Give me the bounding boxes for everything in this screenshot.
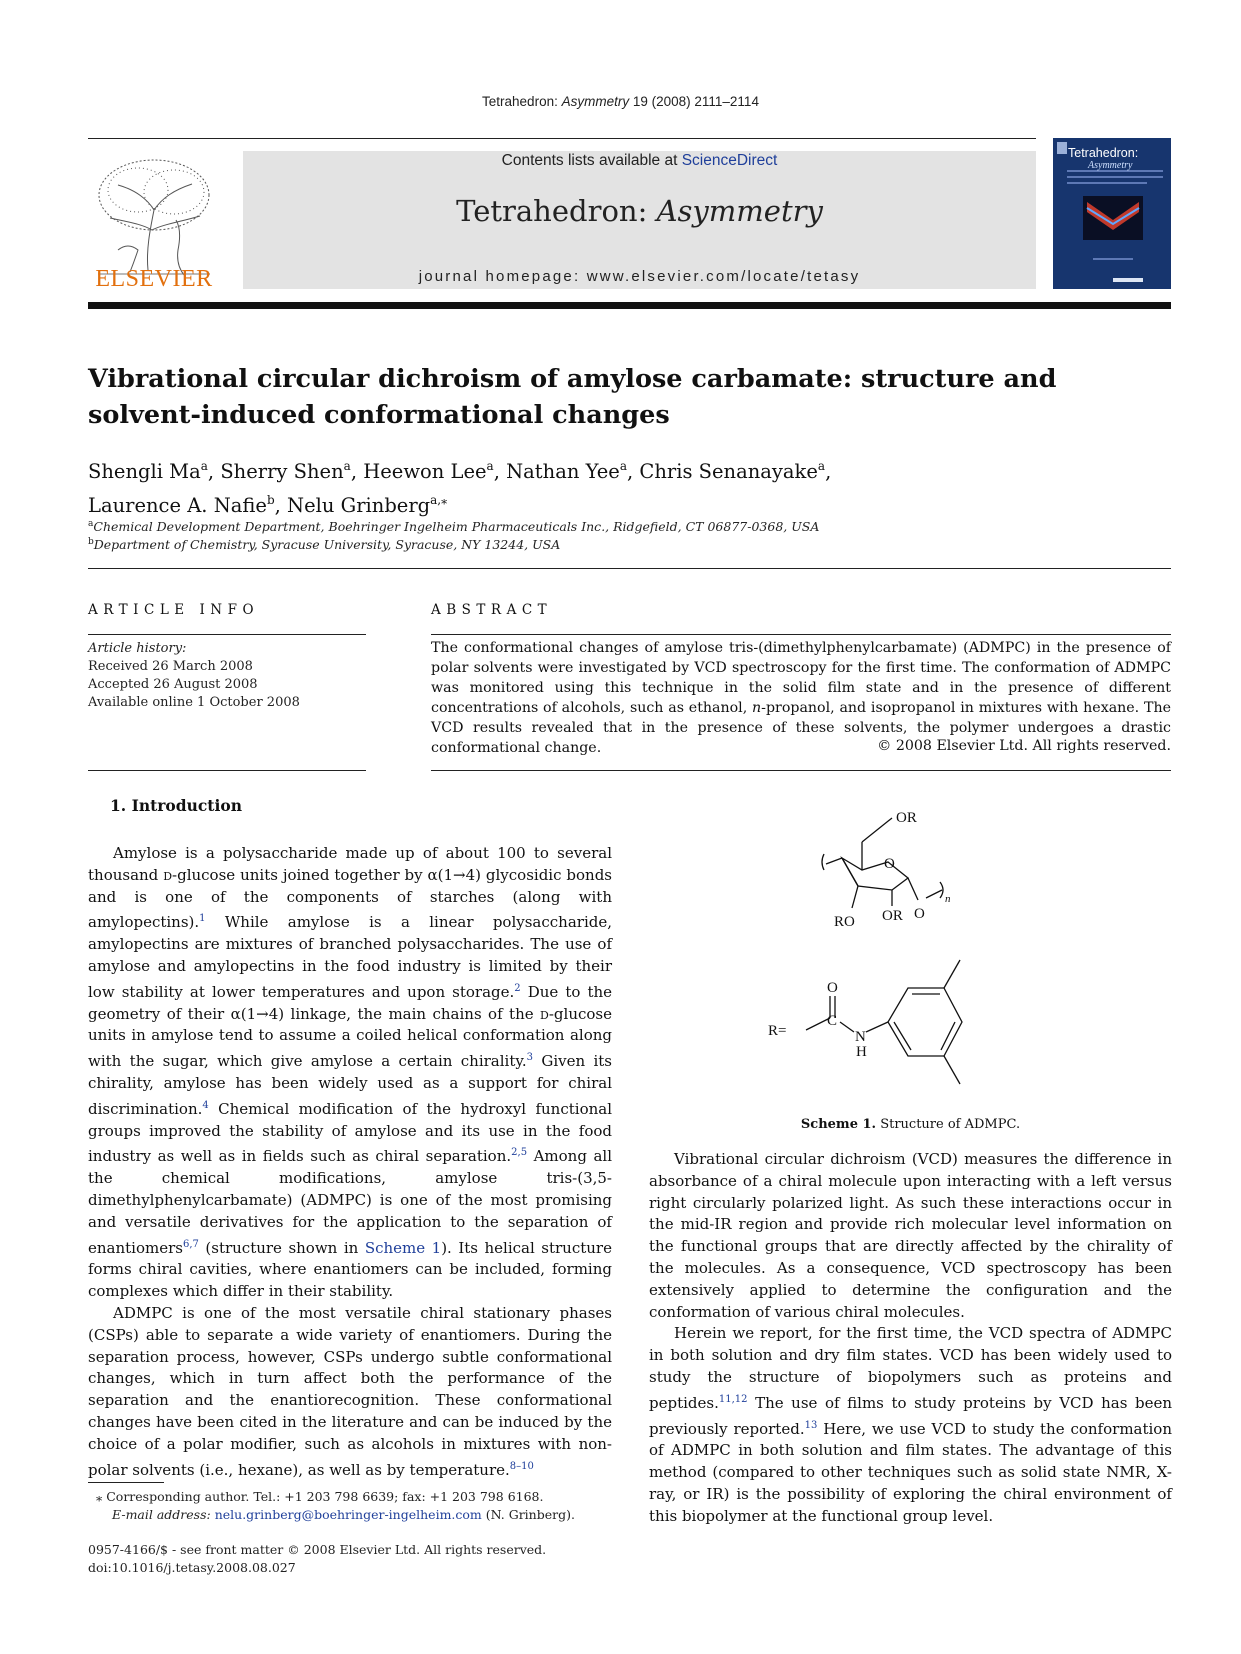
glucose-ring-bond (842, 858, 908, 890)
author-name: Chris Senanayake (639, 460, 818, 483)
phenyl-ring (888, 988, 962, 1056)
atom-label: O (827, 980, 838, 996)
doi-line[interactable]: doi:10.1016/j.tetasy.2008.08.027 (88, 1560, 296, 1575)
journal-citation: Tetrahedron: Asymmetry 19 (2008) 2111–2114 (482, 94, 759, 109)
atom-label: R= (768, 1023, 787, 1039)
abstract-rule (431, 634, 1171, 635)
cover-subtitle: Asymmetry (1088, 160, 1133, 171)
n-aryl-bond (866, 1022, 888, 1032)
sciencedirect-link[interactable]: ScienceDirect (681, 152, 778, 169)
bracket-left (822, 854, 824, 870)
abstract-copyright: © 2008 Elsevier Ltd. All rights reserved. (877, 738, 1171, 754)
author-line-1: Shengli Ma$^a$, Sherry Shen$^a$, Heewon Lee$^a$, Nathan Yee$^a$, Chris Senanayake$^a$, (88, 459, 832, 483)
citation-link[interactable]: 11,12 (718, 1393, 748, 1405)
issn-line: 0957-4166/$ - see front matter © 2008 Elsevier Ltd. All rights reserved. (88, 1542, 547, 1557)
atom-label: C (827, 1013, 838, 1029)
header-rule (88, 138, 1036, 139)
email-link[interactable]: nelu.grinberg@boehringer-ingelheim.com (214, 1507, 482, 1522)
affiliation-a: $^a$Chemical Development Department, Boehringer Ingelheim Pharmaceuticals Inc., Ridgefield, CT 06877-0368, USA (88, 519, 820, 534)
scheme-caption: Scheme 1. Structure of ADMPC. (800, 1117, 1021, 1132)
scheme-1-structure (768, 800, 1020, 1100)
citation-link[interactable]: 4 (202, 1099, 209, 1111)
page-footer (88, 1541, 688, 1577)
online-date: Available online 1 October 2008 (88, 695, 300, 710)
abstract-text: The conformational changes of amylose tris-(dimethylphenylcarbamate) (ADMPC) in the presence of polar solvents were investigated by VCD spectroscopy for the first time. The conformation of ADMPC was monitored using this technique in the solid film state and in the presence of different concentrations of alcohols, such as ethanol, n-propanol, and isopropanol in mixtures with hexane. The VCD results revealed that in the presence of these solvents, the polymer undergoes a drastic conformational change. (431, 640, 1171, 756)
article-info-heading: ARTICLE INFO (88, 602, 260, 618)
intro-paragraph-3: Vibrational circular dichroism (VCD) measures the difference in absorbance of a chiral molecule upon interacting with a left versus right circularly polarized light. As such these interactions occur in the mid-IR region and provide rich molecular level information on the functional groups that are directly affected by the chirality of the molecules. As a consequence, VCD spectroscopy has been extensively applied to determine the configuration and the conformation of various chiral molecules. (649, 1150, 1172, 1321)
abstract-heading: ABSTRACT (431, 602, 553, 618)
atom-label: RO (834, 914, 855, 930)
scheme-link[interactable]: Scheme 1 (364, 1238, 442, 1257)
citation-link[interactable]: 3 (526, 1052, 533, 1064)
accepted-date: Accepted 26 August 2008 (88, 677, 258, 692)
ch2-bond (862, 818, 892, 842)
citation-link[interactable]: 13 (804, 1419, 818, 1431)
footnote-rule (88, 1482, 164, 1483)
cover-title: Tetrahedron: (1068, 146, 1139, 160)
title-line-2: solvent-induced conformational changes (88, 400, 670, 430)
link-bond (826, 858, 842, 864)
intro-paragraph-1: Amylose is a polysaccharide made up of about 100 to several thousand d-glucose units joined together by α(1→4) glycosidic bonds and is one of the components of starches (along with amylopectins).$^1$ While amylose is a linear polysaccharide, amylopectins are mixtures of branched polysaccharides. The use of amylose and amylopectins in the food industry is limited by their low stability at lower temperatures and upon storage.$^2$ Due to the geometry of their α(1→4) linkage, the main chains of the d-glucose units in amylose tend to assume a coiled helical conformation along with the sugar, which give amylose a certain chirality.$^3$ Given its chirality, amylose has been widely used as a support for chiral discrimination.$^4$ Chemical modification of the hydroxyl functional groups improved the stability of amylose and its use in the food industry as well as in fields such as chiral separation.$^{2,5}$ Among all the chemical modifications, amylose tris-(3,5-dimethylphenylcarbamate) (ADMPC) is one of the most promising and versatile derivatives for the application to the separation of enantiomers$^{6,7}$ (structure shown in Scheme 1). Its helical structure forms chiral cavities, where enantiomers can be included, forming complexes which differ in their stability. (88, 844, 613, 1301)
atom-label: OR (896, 810, 917, 826)
citation-link[interactable]: 2,5 (511, 1147, 528, 1159)
author-name: Nathan Yee (506, 460, 620, 483)
journal-name: Tetrahedron: Asymmetry (456, 194, 823, 228)
contents-line: Contents lists available at ScienceDirect (501, 152, 778, 169)
intro-paragraph-2: ADMPC is one of the most versatile chiral stationary phases (CSPs) able to separate a wide variety of enantiomers. During the separation process, however, CSPs undergo subtle conformational changes, which in turn affect both the performance of the separation and the enantiorecognition. These conformational changes have been cited in the literature and can be induced by the choice of a polar modifier, such as alcohols in mixtures with non-polar solvents (i.e., hexane), as well as by temperature.$^{8-10}$ (88, 1303, 612, 1479)
citation-link[interactable]: 1 (199, 913, 206, 925)
o-link-bond (926, 890, 942, 898)
title-line-1: Vibrational circular dichroism of amylose carbamate: structure and (88, 364, 1057, 394)
article-history (88, 640, 368, 712)
author-line-2: Laurence A. Nafie$^b$, Nelu Grinberg$^{a,⁎}$ (88, 493, 448, 517)
left-column (88, 843, 612, 1481)
atom-label: OR (882, 908, 903, 924)
atom-label: n (945, 893, 951, 905)
atom-label: H (856, 1044, 867, 1060)
journal-homepage[interactable]: journal homepage: www.elsevier.com/locate/tetasy (418, 268, 861, 285)
article-info-bottom-rule (88, 770, 366, 771)
affiliation-b: $^b$Department of Chemistry, Syracuse University, Syracuse, NY 13244, USA (88, 537, 561, 552)
cn-bond (840, 1022, 854, 1032)
citation-link[interactable]: 6,7 (182, 1238, 199, 1250)
header-thick-rule (88, 302, 1171, 309)
corresponding-author-footnote: ⁎ Corresponding author. Tel.: +1 203 798 6639; fax: +1 203 798 6168. E-mail address: nelu.grinberg@boehringer-ingelheim.com (N. Grinberg). (96, 1489, 575, 1522)
received-date: Received 26 March 2008 (88, 659, 253, 674)
citation-link[interactable]: 2 (514, 982, 521, 994)
methyl-bond (944, 1056, 960, 1084)
abstract-bottom-rule (431, 770, 1171, 771)
intro-paragraph-4: Herein we report, for the first time, the VCD spectra of ADMPC in both solution and dry film states. VCD has been widely used to study the structure of biopolymers such as proteins and peptides.$^{11,12}$ The use of films to study proteins by VCD has been previously reported.$^{13}$ Here, we use VCD to study the conformation of ADMPC in both solution and film states. The advantage of this method (compared to other techniques such as solid state NMR, X-ray, or IR) is the possibility of exploring the chiral environment of this biopolymer at the functional group level. (649, 1324, 1172, 1525)
author-list (88, 452, 1088, 520)
article-title (88, 361, 1088, 433)
atom-label: O (914, 906, 925, 922)
author-name: Heewon Lee (363, 460, 487, 483)
ro-bond (852, 886, 858, 908)
introduction-heading: 1. Introduction (110, 796, 242, 815)
citation-link[interactable]: 8–10 (509, 1460, 534, 1472)
atom-label: N (855, 1029, 866, 1045)
o-link-bond (908, 878, 918, 900)
author-name: Sherry Shen (220, 460, 344, 483)
phenyl-double-bond (941, 1022, 955, 1050)
article-info-rule (88, 634, 366, 635)
history-label: Article history: (88, 641, 187, 656)
atom-label: O (884, 856, 895, 872)
section-rule (88, 568, 1171, 569)
methyl-bond (944, 960, 960, 988)
author-name: Nelu Grinberg (287, 494, 431, 517)
author-name: Laurence A. Nafie (88, 494, 267, 517)
elsevier-wordmark: ELSEVIER (95, 266, 213, 292)
author-name: Shengli Ma (88, 460, 201, 483)
right-column (649, 1149, 1172, 1528)
